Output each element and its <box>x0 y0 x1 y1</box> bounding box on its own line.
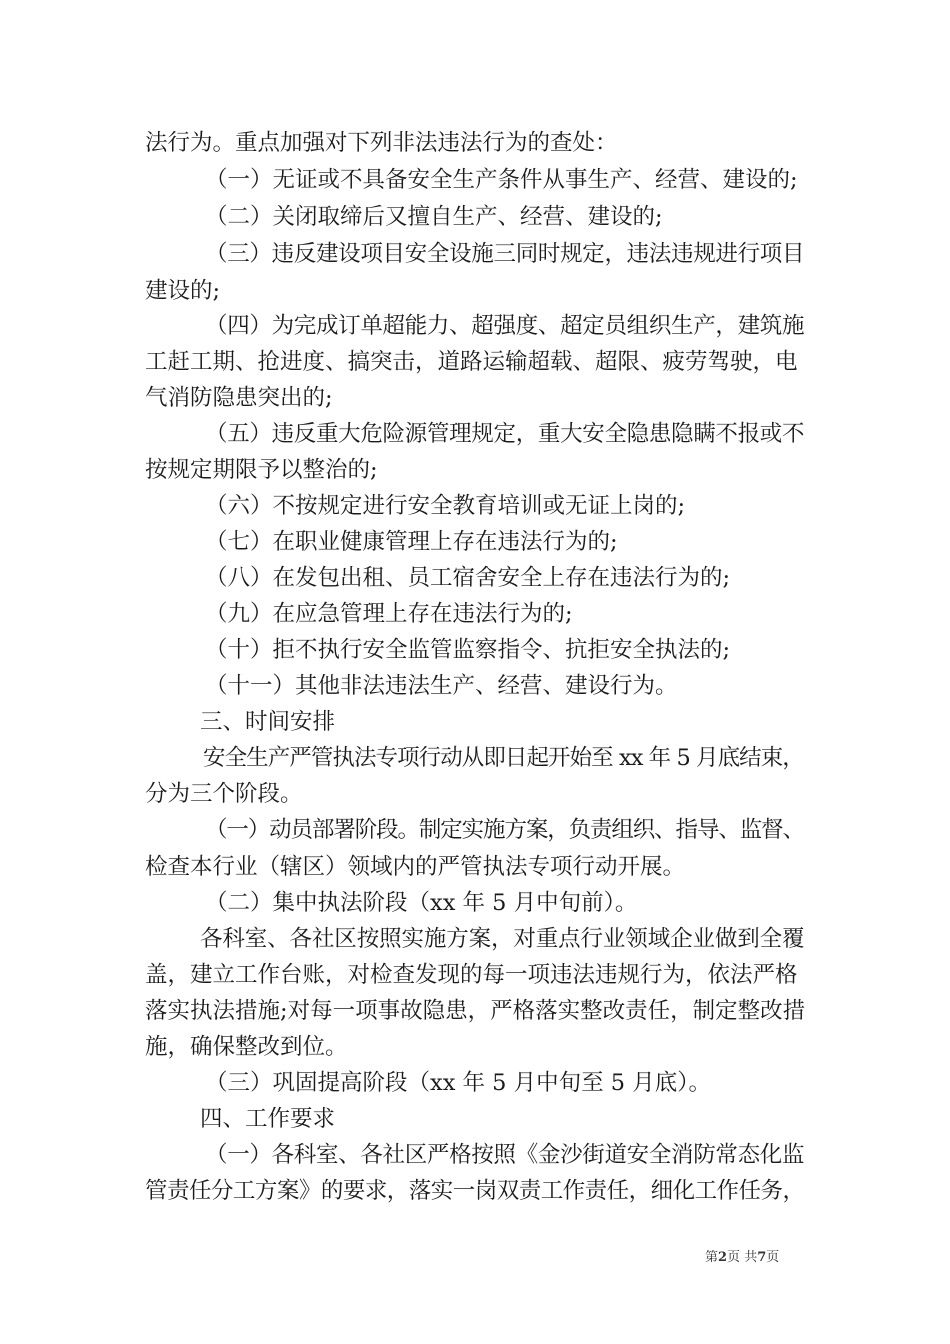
footer-prefix: 第 <box>705 1250 719 1265</box>
text-line: 按规定期限予以整治的; <box>145 457 378 483</box>
text-line: （一）动员部署阶段。制定实施方案，负责组织、指导、监督、 <box>205 817 804 843</box>
section-heading: 三、时间安排 <box>200 709 336 735</box>
text-line: 法行为。重点加强对下列非法违法行为的查处： <box>145 130 618 156</box>
footer-suffix: 页 <box>766 1250 780 1265</box>
text-line: 盖，建立工作台账，对检查发现的每一项违法违规行为，依法严格 <box>145 962 798 988</box>
text-line: 建设的; <box>145 278 221 304</box>
text-line: （三）巩固提高阶段（xx 年 5 月中旬至 5 月底）。 <box>205 1070 712 1096</box>
text-line: （十）拒不执行安全监管监察指令、抗拒安全执法的; <box>205 637 731 663</box>
text-line: （七）在职业健康管理上存在违法行为的; <box>205 529 618 555</box>
text-line: 分为三个阶段。 <box>145 781 303 807</box>
text-line: （四）为完成订单超能力、超强度、超定员组织生产，建筑施 <box>205 313 805 339</box>
text-line: （一）各科室、各社区严格按照《金沙街道安全消防常态化监 <box>205 1142 805 1168</box>
text-line: （二）关闭取缔后又擅自生产、经营、建设的; <box>205 204 663 230</box>
text-line: （八）在发包出租、员工宿舍安全上存在违法行为的; <box>205 565 731 591</box>
text-line: 安全生产严管执法专项行动从即日起开始至 xx 年 5 月底结束， <box>203 745 804 771</box>
footer-middle: 页 共 <box>727 1250 758 1265</box>
section-heading: 四、工作要求 <box>200 1106 336 1132</box>
text-line: 落实执法措施;对每一项事故隐患，严格落实整改责任，制定整改措 <box>145 998 806 1024</box>
text-line: 工赶工期、抢进度、搞突击，道路运输超载、超限、疲劳驾驶，电 <box>145 349 798 375</box>
page-number-footer <box>705 1246 779 1265</box>
footer-page: 2 <box>718 1250 728 1265</box>
text-line: （三）违反建设项目安全设施三同时规定，违法违规进行项目 <box>205 241 805 267</box>
text-line: 检查本行业（辖区）领域内的严管执法专项行动开展。 <box>145 854 686 880</box>
text-line: 施，确保整改到位。 <box>145 1034 348 1060</box>
text-line: （六）不按规定进行安全教育培训或无证上岗的; <box>205 493 686 519</box>
text-line: （五）违反重大危险源管理规定，重大安全隐患隐瞒不报或不 <box>205 421 805 447</box>
text-line: （十一）其他非法违法生产、经营、建设行为。 <box>205 673 678 699</box>
text-line: （九）在应急管理上存在违法行为的; <box>205 601 573 627</box>
text-line: 各科室、各社区按照实施方案，对重点行业领域企业做到全覆 <box>200 926 805 952</box>
footer-total: 7 <box>757 1250 767 1265</box>
text-line: （一）无证或不具备安全生产条件从事生产、经营、建设的; <box>205 167 798 193</box>
text-line: 气消防隐患突出的; <box>145 385 333 411</box>
text-line: （二）集中执法阶段（xx 年 5 月中旬前）。 <box>205 890 638 916</box>
text-line: 管责任分工方案》的要求，落实一岗双责工作责任，细化工作任务， <box>145 1178 805 1204</box>
